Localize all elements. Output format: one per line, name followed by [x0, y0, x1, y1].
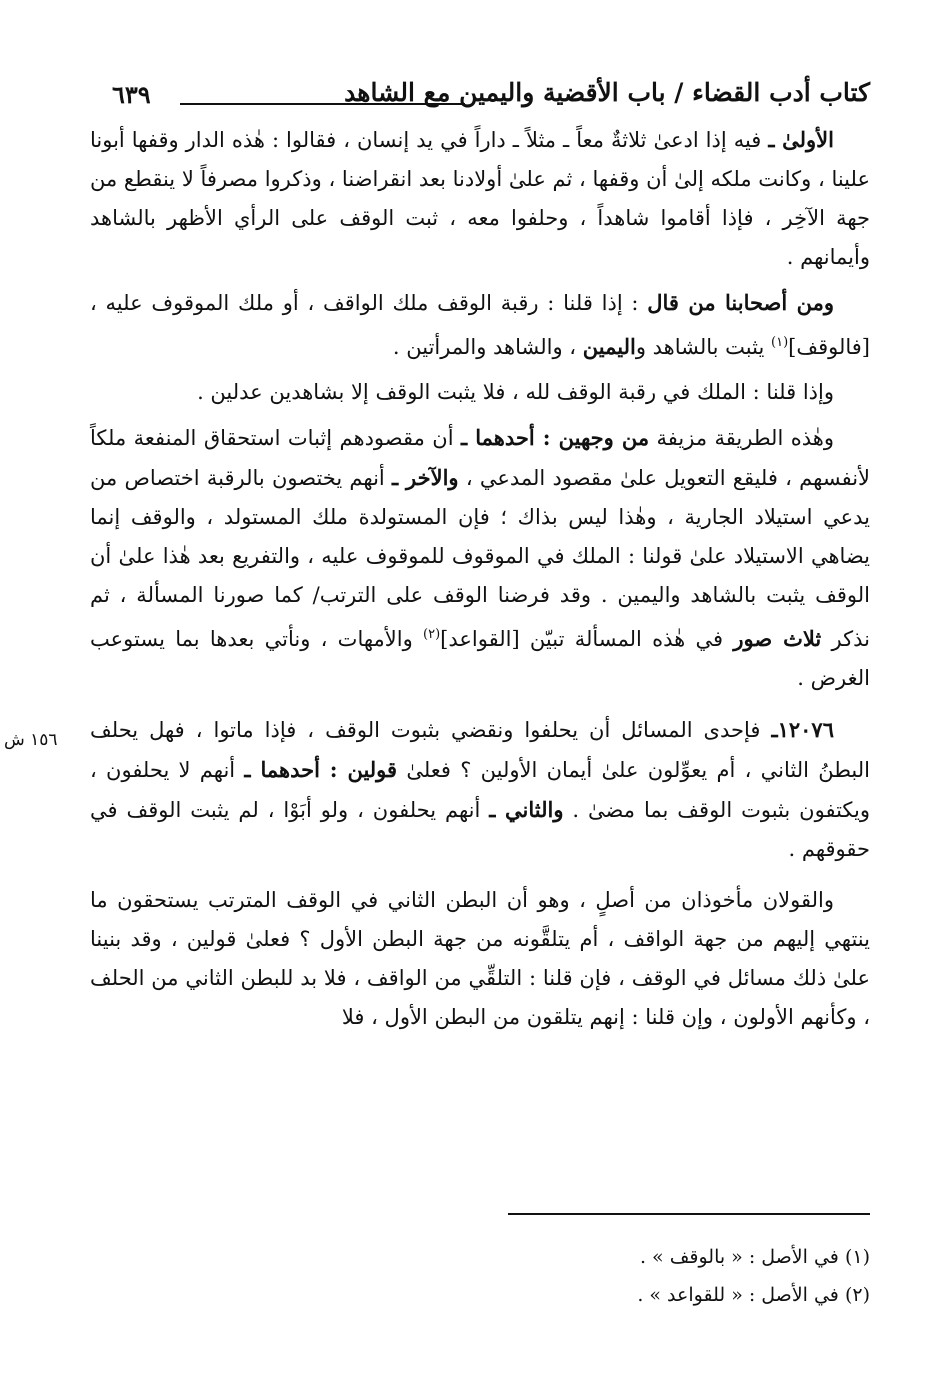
- footnote-number: (١): [844, 1246, 870, 1268]
- p4-bold-a: من وجهين : أحدهما ـ: [461, 425, 650, 450]
- footnote-1: [637, 1238, 870, 1276]
- p5-bold-a: قولين : أحدهما ـ: [244, 757, 398, 782]
- p4-text-a: وهٰذه الطريقة مزيفة: [649, 426, 834, 450]
- p2-bold-mid: اليمين: [582, 334, 636, 359]
- p4-text-d: في هٰذه المسألة تبيّن [القواعد]: [440, 627, 734, 651]
- p4-bold-b: والآخر ـ: [392, 465, 459, 490]
- p5-text-a: فإحدى المسائل أن يحلفوا ونقضي بثبوت الوقف ، فإذا ماتوا ، فهل يحلف البطنُ الثاني ، أم يعوِّلون علىٰ أيمان الأولين ؟ فعلىٰ: [90, 718, 870, 782]
- p2-text-b: يثبت بالشاهد و: [635, 335, 771, 359]
- p4-bold-c: ثلاث صور: [733, 626, 822, 651]
- footnote-number: (٢): [844, 1284, 870, 1306]
- p2-text-a: : إذا قلنا : رقبة الوقف ملك الواقف ، أو ملك الموقوف عليه ، [فالوقف]: [90, 291, 870, 359]
- p2-lead: ومن أصحابنا من قال: [647, 290, 834, 315]
- p5-bold-b: والثاني ـ: [489, 797, 564, 822]
- p5-text-c: أنهم يحلفون ، ولو أبَوْا ، لم يثبت الوقف في حقوقهم .: [90, 798, 870, 861]
- p4-text-c: أنهم يختصون بالرقبة اختصاص من يدعي استيلاد الجارية ، وهٰذا ليس بذاك ؛ فإن المستولدة ملك المستولد ، والوقف إنما يضاهي الاستيلاد علىٰ قولنا : الملك في الموقوف للموقوف عليه ، والتفريع بعد هٰذا علىٰ أن الوقف يثبت بالشاهد واليمين . وقد فرضنا الوقف على الترتب/ كما صورنا المسألة ، ثم نذكر: [90, 466, 870, 651]
- p1-lead: الأولىٰ ـ: [768, 127, 834, 152]
- p1-text: فيه إذا ادعىٰ ثلاثةٌ معاً ـ مثلاً ـ داراً في يد إنسان ، فقالوا : هٰذه الدار وقفها أبونا علينا ، وكانت ملكه إلىٰ أن وقفها ، ثم علىٰ أولادنا بعد انقراضنا ، وذكروا مصرفاً لا ينقطع من جهة الآخِر ، فإذا أقاموا شاهداً ، وحلفوا معه ، ثبت الوقف على الرأي الأظهر بالشاهد وأيمانهم .: [90, 128, 870, 269]
- p4-text-b: أن مقصودهم إثبات استحقاق المنفعة ملكاً لأنفسهم ، فليقع التعويل علىٰ مقصود المدعي ،: [90, 426, 871, 490]
- page-number: ٦٣٩: [112, 80, 151, 109]
- page: [90, 70, 870, 1049]
- running-title: كتاب أدب القضاء / باب الأقضية واليمين مع الشاهد: [344, 78, 870, 107]
- footnote-rule: [508, 1213, 870, 1215]
- paragraph-3: [90, 373, 870, 412]
- footnote-2: [637, 1276, 870, 1314]
- footnote-text: في الأصل : « للقواعد » .: [637, 1284, 839, 1306]
- p5-text-b: أنهم لا يحلفون ، ويكتفون بثبوت الوقف بما مضىٰ .: [90, 758, 870, 822]
- main-text: [90, 120, 870, 1037]
- footnote-text: في الأصل : « بالوقف » .: [639, 1246, 839, 1268]
- footnote-ref-2: (٢): [423, 627, 441, 642]
- p6-text: والقولان مأخوذان من أصلٍ ، وهو أن البطن الثاني في الوقف المترتب يستحقون ما ينتهي إليهم من جهة الواقف ، أم يتلقَّونه من جهة البطن الأول ؟ فعلىٰ قولين ، وقد بنينا علىٰ ذلك مسائل في الوقف ، فإن قلنا : التلقِّي من الواقف ، فلا بد للبطن الثاني من الحلف ، وكأنهم الأولون ، وإن قلنا : إنهم يتلقون من البطن الأول ، فلا: [90, 888, 870, 1029]
- p2-text-c: ، والشاهد والمرأتين .: [392, 335, 583, 359]
- footnote-ref-1: (١): [771, 335, 789, 350]
- paragraph-6: [90, 881, 870, 1037]
- p5-lead: ١٢٠٧٦ـ: [771, 717, 834, 742]
- paragraph-4: [90, 418, 870, 698]
- paragraph-1: [90, 120, 870, 277]
- p4-text-e: والأمهات ، ونأتي بعدها بما يستوعب الغرض .: [90, 627, 870, 690]
- footnotes: [637, 1238, 870, 1314]
- header-rule: [180, 103, 465, 105]
- p3-text: وإذا قلنا : الملك في رقبة الوقف لله ، فلا يثبت الوقف إلا بشاهدين عدلين .: [197, 380, 834, 404]
- paragraph-2: [90, 283, 870, 367]
- paragraph-5: [90, 710, 870, 869]
- margin-note: ١٥٦ ش: [4, 730, 58, 750]
- running-header: [90, 70, 870, 120]
